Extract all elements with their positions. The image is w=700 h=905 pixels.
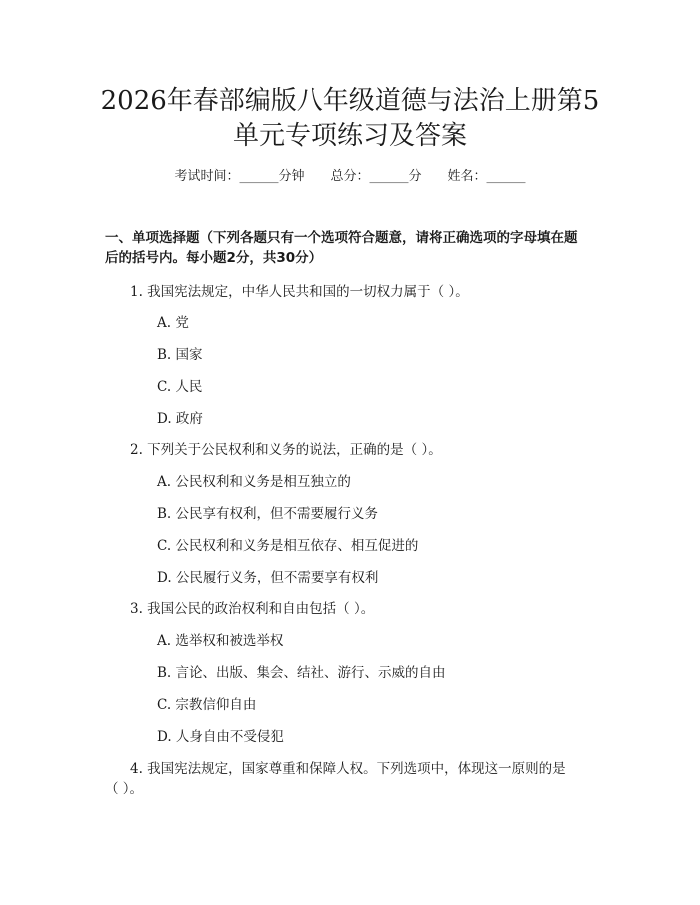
question-1-stem: 1. 我国宪法规定，中华人民共和国的一切权力属于（ ）。 xyxy=(130,284,469,300)
student-name-field: 姓名：______ xyxy=(447,169,526,184)
question-2-option-c: C. 公民权利和义务是相互依存、相互促进的 xyxy=(157,538,419,554)
section-heading-line-1: 一、单项选择题（下列各题只有一个选项符合题意，请将正确选项的字母填在题 xyxy=(105,230,578,246)
question-4-stem-line-2: （ ）。 xyxy=(105,781,144,797)
question-1-option-c: C. 人民 xyxy=(157,379,203,395)
question-1-option-d: D. 政府 xyxy=(157,411,203,427)
question-3-option-c: C. 宗教信仰自由 xyxy=(157,697,257,713)
document-title-line-1: 2026年春部编版八年级道德与法治上册第5 xyxy=(100,86,600,116)
question-2-option-a: A. 公民权利和义务是相互独立的 xyxy=(157,474,351,490)
question-2-option-d: D. 公民履行义务，但不需要享有权利 xyxy=(157,570,379,586)
question-2-option-b: B. 公民享有权利，但不需要履行义务 xyxy=(157,506,379,522)
section-heading-line-2: 后的括号内。每小题2分，共30分） xyxy=(105,250,323,266)
document-title-line-2: 单元专项练习及答案 xyxy=(232,121,467,151)
question-3-option-b: B. 言论、出版、集会、结社、游行、示威的自由 xyxy=(157,665,446,681)
question-3-stem: 3. 我国公民的政治权利和自由包括（ ）。 xyxy=(130,601,375,617)
exam-time-field: 考试时间：______分钟 xyxy=(174,169,305,184)
exam-meta-info xyxy=(0,168,700,186)
question-3-option-d: D. 人身自由不受侵犯 xyxy=(157,729,284,745)
total-score-field: 总分：______分 xyxy=(330,169,422,184)
question-3-option-a: A. 选举权和被选举权 xyxy=(157,633,284,649)
question-4-stem-line-1: 4. 我国宪法规定，国家尊重和保障人权。下列选项中，体现这一原则的是 xyxy=(130,761,566,777)
question-2-stem: 2. 下列关于公民权利和义务的说法，正确的是（ ）。 xyxy=(130,442,442,458)
question-1-option-a: A. 党 xyxy=(157,315,189,331)
question-1-option-b: B. 国家 xyxy=(157,347,203,363)
